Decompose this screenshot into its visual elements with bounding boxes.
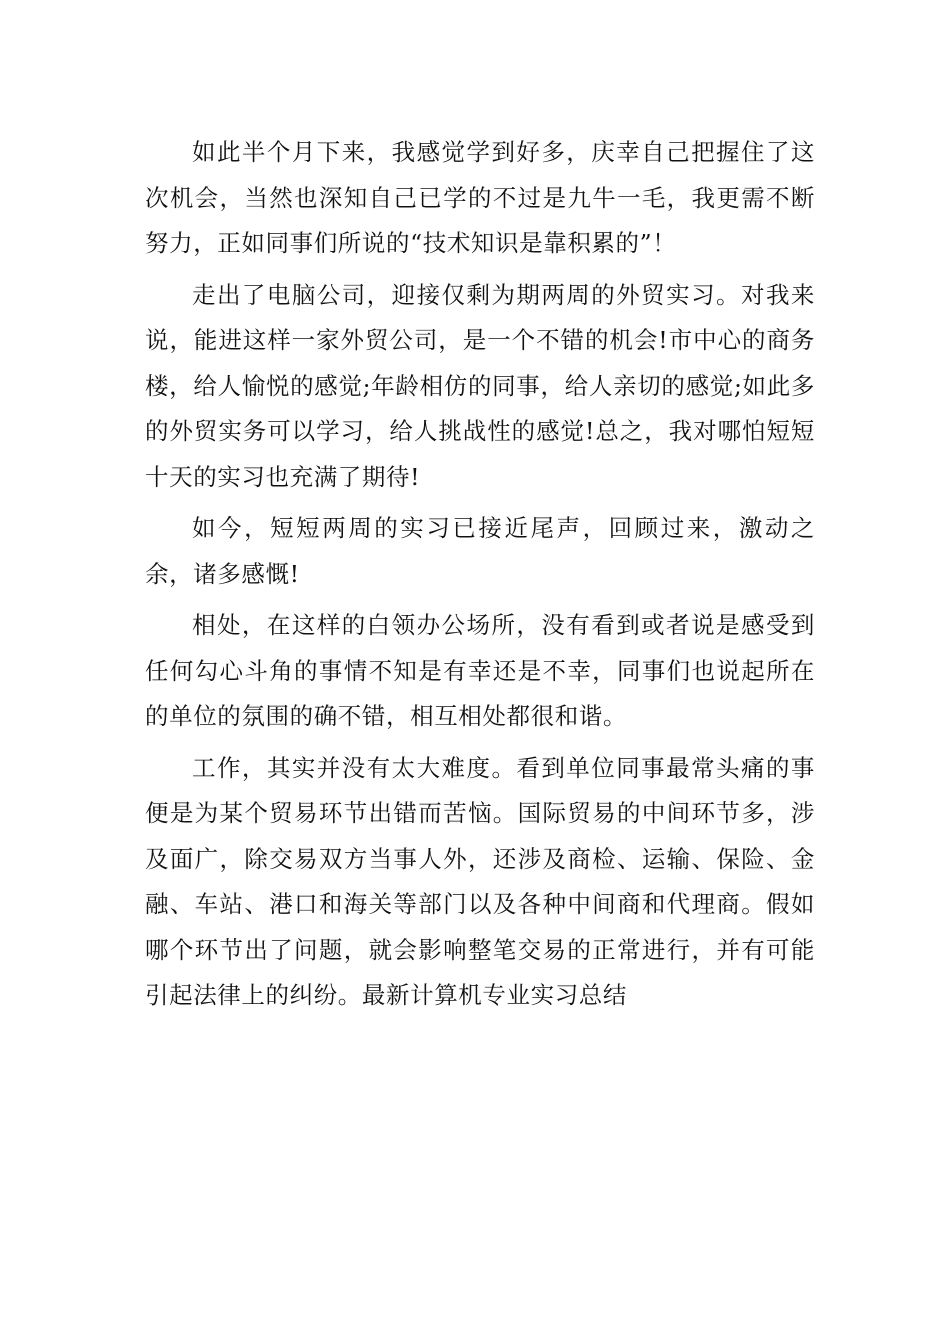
paragraph-5: 工作，其实并没有太大难度。看到单位同事最常头痛的事便是为某个贸易环节出错而苦恼。国际贸易的中间环节多，涉及面广，除交易双方当事人外，还涉及商检、运输、保险、金融、车站、港口和海关等部门以及各种中间商和代理商。假如哪个环节出了问题，就会影响整笔交易的正常进行，并有可能引起法律上的纠纷。最新计算机专业实习总结 — [145, 753, 815, 1009]
paragraph-3: 如今，短短两周的实习已接近尾声，回顾过来，激动之余，诸多感慨! — [145, 514, 815, 588]
paragraph-4: 相处，在这样的白领办公场所，没有看到或者说是感受到任何勾心斗角的事情不知是有幸还是不幸，同事们也说起所在的单位的氛围的确不错，相互相处都很和谐。 — [145, 611, 815, 730]
paragraph-1: 如此半个月下来，我感觉学到好多，庆幸自己把握住了这次机会，当然也深知自己已学的不过是九牛一毛，我更需不断努力，正如同事们所说的“技术知识是靠积累的”！ — [145, 138, 815, 257]
paragraph-2: 走出了电脑公司，迎接仅剩为期两周的外贸实习。对我来说，能进这样一家外贸公司，是一个不错的机会!市中心的商务楼，给人愉悦的感觉;年龄相仿的同事，给人亲切的感觉;如此多的外贸实务可以学习，给人挑战性的感觉!总之，我对哪怕短短十天的实习也充满了期待! — [145, 280, 815, 491]
document-body — [145, 130, 815, 1025]
